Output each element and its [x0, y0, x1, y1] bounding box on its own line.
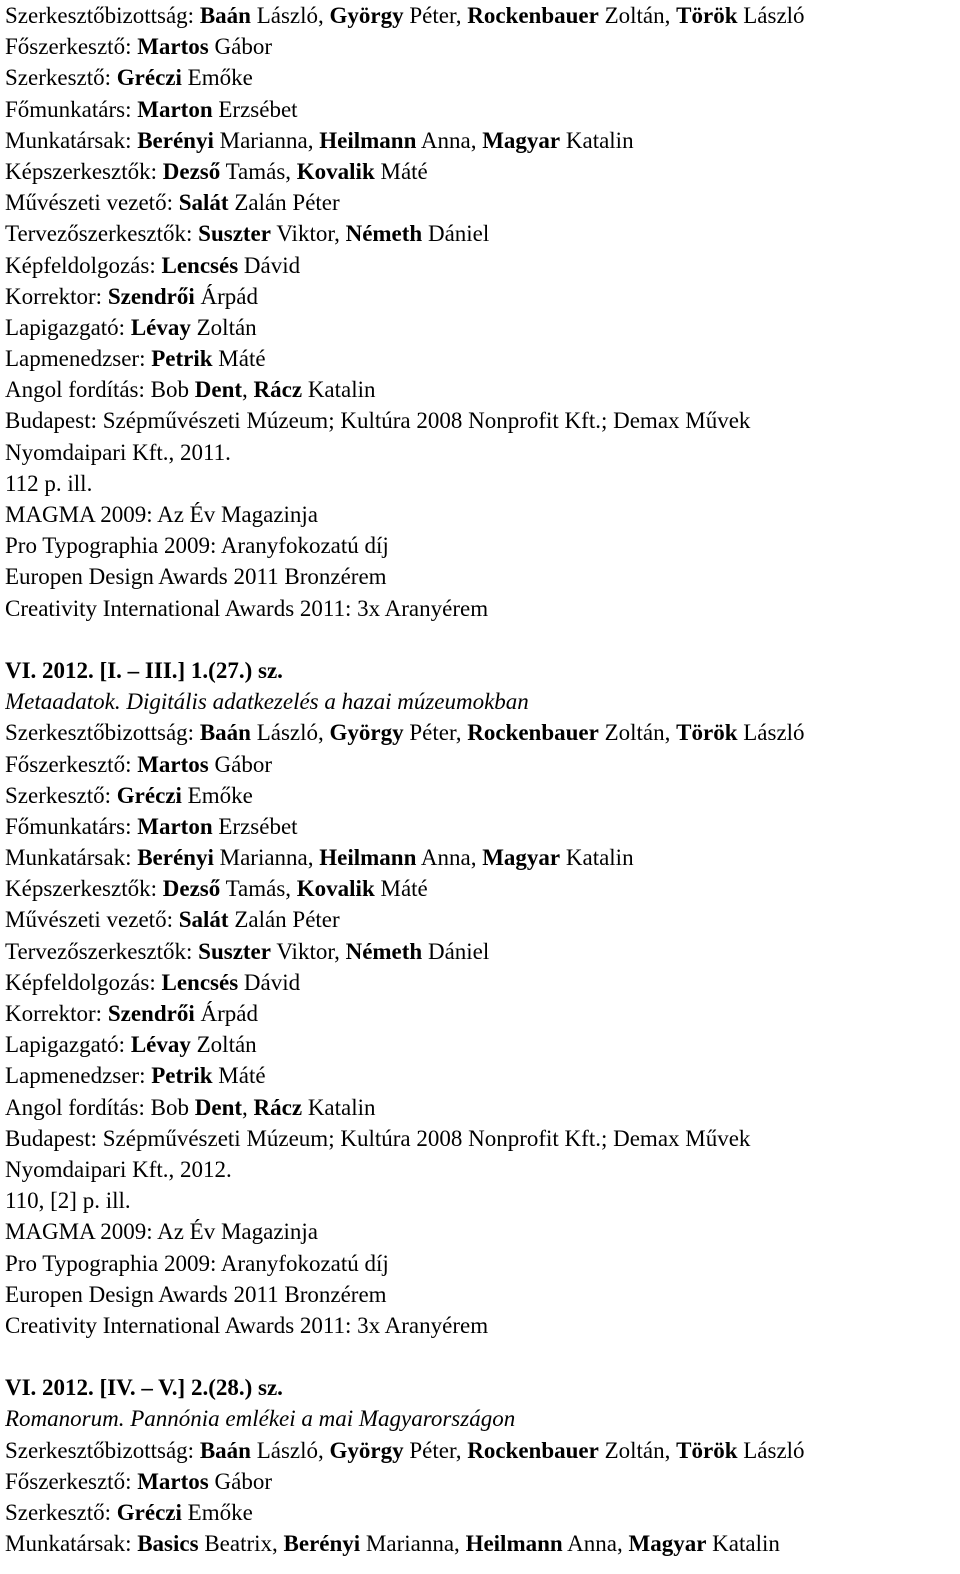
document-body	[5, 0, 955, 1559]
text-line	[5, 218, 955, 249]
text-segment: Zalán Péter	[228, 907, 340, 933]
name-bold: Marton	[137, 96, 213, 122]
text-segment: MAGMA 2009: Az Év Magazinja	[5, 502, 319, 527]
text-segment: Gábor	[208, 34, 272, 60]
text-segment: Szerkesztő:	[5, 65, 117, 91]
text-segment: Emőke	[181, 65, 253, 91]
text-segment: Képszerkesztők:	[5, 876, 163, 902]
text-line	[5, 250, 955, 281]
text-segment: 112 p. ill.	[5, 470, 93, 496]
name-bold: Magyar	[482, 845, 561, 871]
name-bold: György	[329, 720, 404, 746]
text-line	[5, 187, 955, 218]
name-bold: Berényi	[283, 1531, 361, 1557]
text-line	[5, 156, 955, 187]
text-segment: Szerkesztő:	[5, 782, 117, 808]
name-bold: Török	[676, 720, 738, 746]
name-bold: Lencsés	[161, 252, 239, 278]
name-bold: Marton	[137, 813, 213, 839]
text-segment: László,	[250, 720, 330, 746]
text-line	[5, 1154, 955, 1185]
text-segment: Árpád	[194, 283, 258, 309]
text-line	[5, 499, 955, 530]
text-segment: Péter,	[403, 3, 468, 28]
text-segment: Marianna,	[360, 1531, 466, 1557]
text-line	[5, 1528, 955, 1559]
name-bold: Lencsés	[161, 969, 239, 995]
text-segment: Főszerkesztő:	[5, 751, 138, 777]
text-segment: Angol fordítás: Bob	[5, 1094, 195, 1120]
text-segment: Máté	[212, 1063, 266, 1089]
text-segment: Képszerkesztők:	[5, 158, 163, 184]
text-line	[5, 717, 955, 748]
text-segment: Szerkesztőbizottság:	[5, 720, 200, 746]
text-line	[5, 1466, 955, 1497]
text-segment: Dávid	[238, 969, 301, 995]
text-segment: Művészeti vezető:	[5, 907, 179, 933]
name-bold: Kovalik	[296, 876, 375, 902]
text-segment: Beatrix,	[198, 1531, 284, 1557]
text-segment: Katalin	[560, 127, 634, 153]
text-segment: Péter,	[403, 720, 468, 746]
text-segment: Budapest: Szépművészeti Múzeum; Kultúra 2008 Nonprofit Kft.; Demax Művek	[5, 408, 751, 434]
text-line	[5, 0, 955, 31]
text-segment: Zalán Péter	[228, 190, 340, 216]
text-line	[5, 1185, 955, 1216]
name-bold: Heilmann	[319, 845, 417, 871]
text-segment: Főmunkatárs:	[5, 96, 138, 122]
text-line	[5, 1435, 955, 1466]
name-bold: Dent	[194, 1094, 243, 1120]
text-segment: Tervezőszerkesztők:	[5, 938, 199, 964]
name-bold: György	[329, 3, 404, 28]
name-bold: Martos	[137, 751, 209, 777]
text-line	[5, 1216, 955, 1247]
text-segment: Dávid	[238, 252, 301, 278]
text-segment: László	[737, 720, 805, 746]
name-bold: Petrik	[151, 1063, 213, 1089]
text-line	[5, 1248, 955, 1279]
text-segment: Katalin	[302, 1094, 376, 1120]
text-segment: Anna,	[416, 845, 483, 871]
name-bold: Gréczi	[116, 1500, 182, 1525]
text-segment: Munkatársak:	[5, 1531, 138, 1557]
text-line	[5, 312, 955, 343]
name-bold: Szendrői	[107, 1001, 195, 1026]
text-segment: Dániel	[422, 938, 490, 964]
blank-line	[5, 624, 955, 655]
name-bold: Rácz	[253, 377, 303, 403]
text-line	[5, 1092, 955, 1123]
text-line	[5, 281, 955, 312]
text-line	[5, 1310, 955, 1341]
text-line	[5, 904, 955, 935]
text-segment: Zoltán	[190, 314, 257, 340]
text-line	[5, 94, 955, 125]
text-segment: VI. 2012. [I. – III.] 1.(27.) sz.	[5, 657, 283, 683]
text-segment: Főszerkesztő:	[5, 1468, 138, 1494]
issue-subtitle	[5, 686, 955, 717]
text-segment: MAGMA 2009: Az Év Magazinja	[5, 1219, 319, 1245]
text-segment: Marianna,	[213, 127, 320, 153]
text-segment: Képfeldolgozás:	[5, 969, 162, 995]
text-segment: 110, [2] p. ill.	[5, 1188, 131, 1214]
text-segment: Anna,	[416, 127, 483, 153]
text-segment: Máté	[374, 158, 428, 184]
text-line	[5, 1497, 955, 1528]
text-line	[5, 125, 955, 156]
text-segment: Lapigazgató:	[5, 314, 131, 340]
text-line	[5, 561, 955, 592]
text-line	[5, 437, 955, 468]
name-bold: Martos	[137, 34, 209, 60]
name-bold: Dezső	[162, 158, 221, 184]
name-bold: Kovalik	[296, 158, 375, 184]
text-line	[5, 1123, 955, 1154]
name-bold: György	[329, 1437, 404, 1463]
name-bold: Magyar	[628, 1531, 707, 1557]
text-line	[5, 967, 955, 998]
text-segment: Pro Typographia 2009: Aranyfokozatú díj	[5, 533, 389, 559]
text-segment: Tamás,	[220, 876, 297, 902]
text-segment: Erzsébet	[212, 96, 298, 122]
name-bold: Németh	[345, 938, 423, 964]
text-segment: Katalin	[302, 377, 376, 403]
name-bold: Heilmann	[319, 127, 417, 153]
text-segment: Máté	[212, 346, 266, 372]
text-segment: Tamás,	[220, 158, 297, 184]
text-line	[5, 936, 955, 967]
name-bold: Petrik	[151, 346, 213, 372]
name-bold: Dezső	[162, 876, 221, 902]
text-segment: Europen Design Awards 2011 Bronzérem	[5, 1281, 387, 1307]
text-segment: Katalin	[560, 845, 634, 871]
text-segment: Anna,	[562, 1531, 629, 1557]
text-segment: Viktor,	[270, 938, 346, 964]
name-bold: Török	[676, 3, 738, 28]
name-bold: Németh	[345, 221, 423, 247]
text-line	[5, 780, 955, 811]
text-segment: VI. 2012. [IV. – V.] 2.(28.) sz.	[5, 1375, 283, 1401]
text-line	[5, 811, 955, 842]
name-bold: Rockenbauer	[467, 720, 599, 746]
text-segment: Főszerkesztő:	[5, 34, 138, 60]
text-line	[5, 343, 955, 374]
text-segment: Munkatársak:	[5, 845, 138, 871]
text-segment: Marianna,	[213, 845, 320, 871]
text-segment: Péter,	[403, 1437, 468, 1463]
text-segment: ,	[242, 377, 254, 403]
text-line	[5, 842, 955, 873]
text-line	[5, 62, 955, 93]
name-bold: Szendrői	[107, 283, 195, 309]
text-segment: Máté	[374, 876, 428, 902]
text-segment: Főmunkatárs:	[5, 813, 138, 839]
text-segment: Angol fordítás: Bob	[5, 377, 195, 403]
issue-subtitle	[5, 1403, 955, 1434]
text-segment: László	[737, 3, 805, 28]
text-line	[5, 593, 955, 624]
name-bold: Török	[676, 1437, 738, 1463]
text-segment: Művészeti vezető:	[5, 190, 179, 216]
text-segment: László,	[250, 3, 330, 28]
name-bold: Rockenbauer	[467, 3, 599, 28]
text-segment: Gábor	[208, 1468, 272, 1494]
name-bold: Baán	[199, 1437, 251, 1463]
text-segment: Metaadatok. Digitális adatkezelés a hazai múzeumokban	[5, 689, 529, 715]
text-segment: ,	[242, 1094, 254, 1120]
text-line	[5, 31, 955, 62]
name-bold: Berényi	[137, 127, 214, 153]
text-line	[5, 405, 955, 436]
name-bold: Gréczi	[116, 782, 182, 808]
text-segment: Zoltán	[190, 1032, 257, 1058]
name-bold: Gréczi	[116, 65, 182, 91]
text-line	[5, 1029, 955, 1060]
text-segment: Nyomdaipari Kft., 2011.	[5, 439, 231, 465]
text-segment: László	[737, 1437, 805, 1463]
name-bold: Salát	[178, 190, 229, 216]
text-line	[5, 468, 955, 499]
text-line	[5, 1279, 955, 1310]
text-segment: Romanorum. Pannónia emlékei a mai Magyarországon	[5, 1406, 516, 1432]
text-segment: Zoltán,	[598, 1437, 677, 1463]
name-bold: Martos	[137, 1468, 209, 1494]
text-segment: Lapmenedzser:	[5, 346, 152, 372]
text-segment: Creativity International Awards 2011: 3x Aranyérem	[5, 1312, 489, 1338]
text-segment: Szerkesztőbizottság:	[5, 3, 200, 28]
text-segment: Zoltán,	[598, 3, 677, 28]
name-bold: Suszter	[198, 221, 271, 247]
name-bold: Baán	[199, 720, 251, 746]
text-segment: Katalin	[706, 1531, 780, 1557]
issue-heading	[5, 1372, 955, 1403]
name-bold: Rácz	[253, 1094, 303, 1120]
text-segment: Dániel	[422, 221, 490, 247]
name-bold: Heilmann	[465, 1531, 563, 1557]
text-segment: Korrektor:	[5, 283, 108, 309]
text-line	[5, 749, 955, 780]
text-segment: Viktor,	[270, 221, 346, 247]
blank-line	[5, 1341, 955, 1372]
text-line	[5, 374, 955, 405]
text-segment: Szerkesztőbizottság:	[5, 1437, 200, 1463]
text-segment: Árpád	[194, 1001, 258, 1026]
name-bold: Magyar	[482, 127, 561, 153]
text-segment: Korrektor:	[5, 1001, 108, 1026]
text-segment: László,	[250, 1437, 330, 1463]
text-segment: Pro Typographia 2009: Aranyfokozatú díj	[5, 1250, 389, 1276]
text-segment: Zoltán,	[598, 720, 677, 746]
text-segment: Erzsébet	[212, 813, 298, 839]
text-segment: Tervezőszerkesztők:	[5, 221, 199, 247]
name-bold: Suszter	[198, 938, 271, 964]
text-line	[5, 530, 955, 561]
text-line	[5, 873, 955, 904]
name-bold: Basics	[137, 1531, 199, 1557]
text-line	[5, 998, 955, 1029]
name-bold: Baán	[199, 3, 251, 28]
name-bold: Dent	[194, 377, 243, 403]
text-line	[5, 1060, 955, 1091]
text-segment: Lapigazgató:	[5, 1032, 131, 1058]
text-segment: Europen Design Awards 2011 Bronzérem	[5, 564, 387, 590]
text-segment: Emőke	[181, 1500, 253, 1525]
text-segment: Emőke	[181, 782, 253, 808]
issue-heading	[5, 655, 955, 686]
name-bold: Berényi	[137, 845, 214, 871]
text-segment: Budapest: Szépművészeti Múzeum; Kultúra 2008 Nonprofit Kft.; Demax Művek	[5, 1125, 751, 1151]
text-segment: Szerkesztő:	[5, 1500, 117, 1525]
name-bold: Rockenbauer	[467, 1437, 599, 1463]
text-segment: Creativity International Awards 2011: 3x Aranyérem	[5, 595, 489, 621]
text-segment: Munkatársak:	[5, 127, 138, 153]
name-bold: Lévay	[130, 1032, 191, 1058]
text-segment: Képfeldolgozás:	[5, 252, 162, 278]
name-bold: Salát	[178, 907, 229, 933]
text-segment: Lapmenedzser:	[5, 1063, 152, 1089]
name-bold: Lévay	[130, 314, 191, 340]
text-segment: Gábor	[208, 751, 272, 777]
text-segment: Nyomdaipari Kft., 2012.	[5, 1156, 232, 1182]
